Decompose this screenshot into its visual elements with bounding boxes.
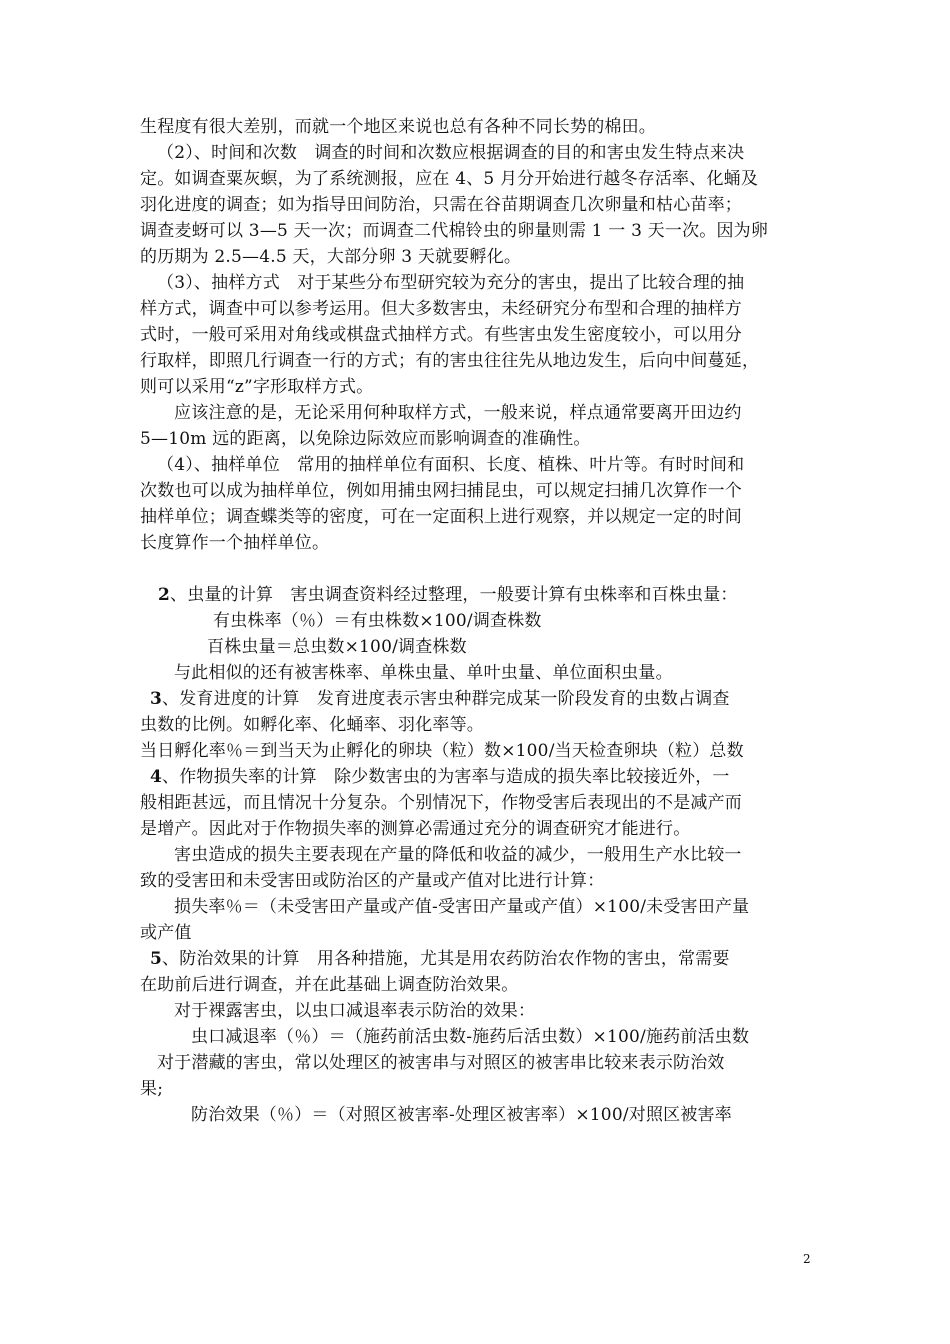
text-line: 则可以采用“z”字形取样方式。: [140, 377, 374, 397]
text-line: 式时，一般可采用对角线或棋盘式抽样方式。有些害虫发生密度较小，可以用分: [140, 325, 742, 345]
section-heading-line: [158, 582, 738, 608]
text-line: 是增产。因此对于作物损失率的测算必需通过充分的调查研究才能进行。: [140, 819, 691, 839]
text-line: 在助前后进行调查，并在此基础上调查防治效果。: [140, 975, 519, 995]
page-number: 2: [803, 1252, 811, 1266]
text-line: 调查麦蚜可以 3—5 天一次；而调查二代棉铃虫的卵量则需 1 一 3 天一次。因为卵: [140, 221, 769, 241]
section-number: 4: [150, 767, 163, 787]
text-line: 样方式，调查中可以参考运用。但大多数害虫，未经研究分布型和合理的抽样方: [140, 299, 742, 319]
text-line: 与此相似的还有被害株率、单株虫量、单叶虫量、单位面积虫量。: [174, 663, 673, 683]
section-heading-line: [150, 946, 730, 972]
text-line: （3）、抽样方式 对于某些分布型研究较为充分的害虫，提出了比较合理的抽: [157, 273, 745, 293]
section-text: 、防治效果的计算 用各种措施，尤其是用农药防治农作物的害虫，常需要: [162, 949, 730, 969]
section-text: 、发育进度的计算 发育进度表示害虫种群完成某一阶段发育的虫数占调查: [162, 689, 730, 709]
text-line: 5—10m 远的距离，以免除边际效应而影响调查的准确性。: [140, 429, 591, 449]
section-text: 、虫量的计算 害虫调查资料经过整理，一般要计算有虫株率和百株虫量：: [170, 585, 738, 605]
text-line: 害虫造成的损失主要表现在产量的降低和收益的减少，一般用生产水比较一: [174, 845, 742, 865]
text-line: 生程度有很大差别，而就一个地区来说也总有各种不同长势的棉田。: [140, 117, 656, 137]
formula-line: 虫口减退率（％）＝（施药前活虫数-施药后活虫数）×100/施药前活虫数: [191, 1027, 750, 1047]
section-number: 5: [150, 949, 163, 969]
text-line: 羽化进度的调查；如为指导田间防治，只需在谷苗期调查几次卵量和枯心苗率；: [140, 195, 742, 215]
formula-line: 或产值: [140, 923, 192, 943]
text-line: （2）、时间和次数 调查的时间和次数应根据调查的目的和害虫发生特点来决: [157, 143, 745, 163]
text-line: 对于潜藏的害虫，常以处理区的被害串与对照区的被害串比较来表示防治效: [157, 1053, 725, 1073]
formula-line: 损失率％＝（未受害田产量或产值-受害田产量或产值）×100/未受害田产量: [174, 897, 750, 917]
formula-line: 百株虫量＝总虫数×100/调查株数: [207, 637, 467, 657]
formula-line: 当日孵化率％＝到当天为止孵化的卵块（粒）数×100/当天检查卵块（粒）总数: [140, 741, 744, 761]
text-line: 的历期为 2.5—4.5 天，大部分卵 3 天就要孵化。: [140, 247, 522, 267]
text-line: 致的受害田和未受害田或防治区的产量或产值对比进行计算：: [140, 871, 605, 891]
section-number: 3: [150, 689, 163, 709]
formula-line: 有虫株率（％）＝有虫株数×100/调查株数: [213, 611, 542, 631]
text-line: 般相距甚远，而且情况十分复杂。个别情况下，作物受害后表现出的不是减产而: [140, 793, 742, 813]
text-line: 长度算作一个抽样单位。: [140, 533, 330, 553]
text-line: 对于裸露害虫，以虫口减退率表示防治的效果：: [174, 1001, 536, 1021]
text-line: 应该注意的是，无论采用何种取样方式，一般来说，样点通常要离开田边约: [174, 403, 742, 423]
formula-line: 防治效果（％）＝（对照区被害率-处理区被害率）×100/对照区被害率: [191, 1105, 732, 1125]
text-line: 行取样，即照几行调查一行的方式；有的害虫往往先从地边发生，后向中间蔓延，: [140, 351, 760, 371]
section-number: 2: [158, 585, 171, 605]
text-line: 定。如调查粟灰螟，为了系统测报，应在 4、5 月分开始进行越冬存活率、化蛹及: [140, 169, 759, 189]
text-line: 果;: [140, 1079, 164, 1099]
section-text: 、作物损失率的计算 除少数害虫的为害率与造成的损失率比较接近外，一: [162, 767, 730, 787]
section-heading-line: [150, 764, 730, 790]
text-line: 抽样单位；调查蝶类等的密度，可在一定面积上进行观察，并以规定一定的时间: [140, 507, 742, 527]
section-heading-line: [150, 686, 730, 712]
text-line: 虫数的比例。如孵化率、化蛹率、羽化率等。: [140, 715, 484, 735]
text-line: （4）、抽样单位 常用的抽样单位有面积、长度、植株、叶片等。有时时间和: [157, 455, 745, 475]
text-line: 次数也可以成为抽样单位，例如用捕虫网扫捕昆虫，可以规定扫捕几次算作一个: [140, 481, 742, 501]
